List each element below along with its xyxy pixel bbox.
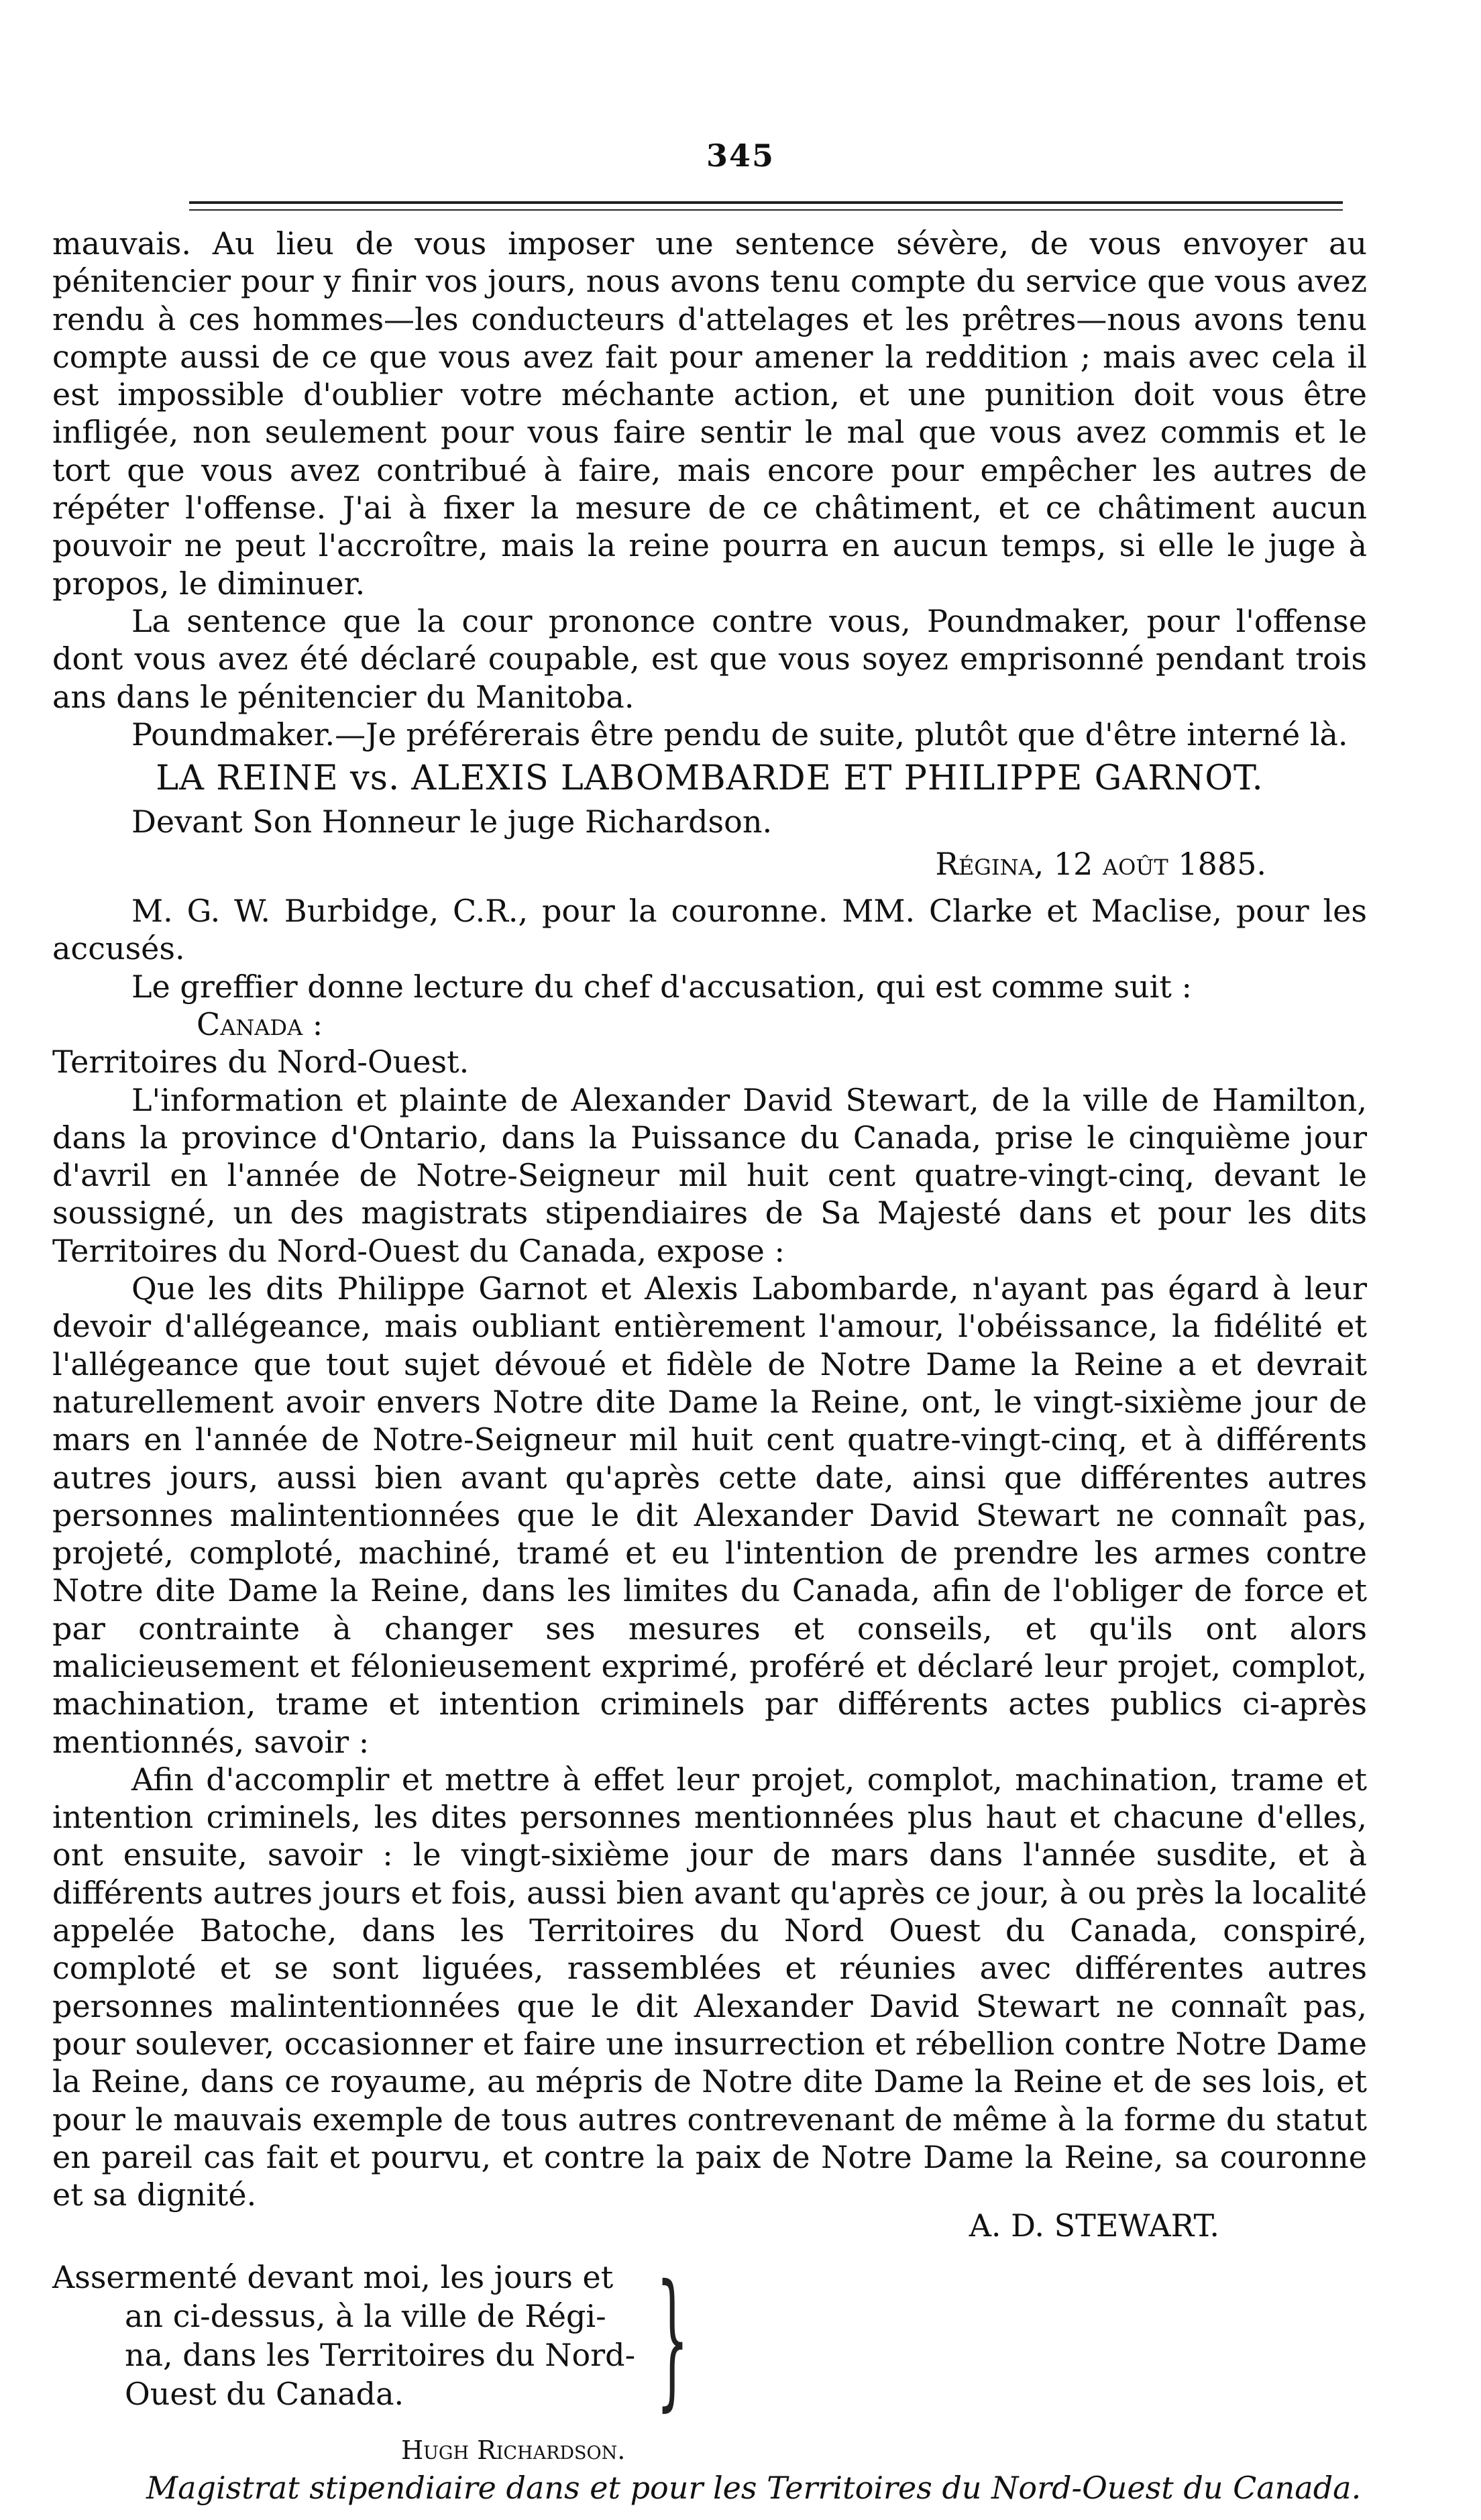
- magistrate-title: Magistrat stipendiaire dans et pour les Territoires du Nord-Ouest du Canada.: [146, 2470, 1362, 2507]
- place-date: Régina, 12 août 1885.: [935, 845, 1266, 882]
- body-text: [52, 225, 1367, 2507]
- brace-glyph: }: [656, 2252, 689, 2425]
- information-paragraph: L'information et plainte de Alexander David Stewart, de la ville de Hamilton, dans la province d'Ontario, dans la Puissance du Canada, prise le cinquième jour d'avril en l'année de Notre-Seigneur mil huit cent quatre-vingt-cinq, devant le soussigné, un des magistrats stipendiaires de Sa Majesté dans et pour les dits Territoires du Nord-Ouest du Canada, expose :: [52, 1081, 1367, 1269]
- sworn-line-2: [125, 2297, 606, 2335]
- judge-line: Devant Son Honneur le juge Richardson.: [131, 804, 773, 840]
- caption-canada: Canada :: [197, 1005, 323, 1042]
- sworn-line-1: Assermenté devant moi, les jours et: [52, 2258, 614, 2295]
- paragraph-sentence: La sentence que la cour prononce contre vous, Poundmaker, pour l'offense dont vous avez été déclaré coupable, est que vous soyez emprisonné pendant trois ans dans le pénitencier du Manitoba.: [52, 602, 1367, 715]
- paragraph-sentence-reasons: mauvais. Au lieu de vous imposer une sentence sévère, de vous envoyer au pénitencier pour y finir vos jours, nous avons tenu compte du service que vous avez rendu à ces hommes—les conducteurs d'attelages et les prêtres—nous avons tenu compte aussi de ce que vous avez fait pour amener la reddition ; mais avec cela il est impossible d'oublier votre méchante action, et une punition doit vous être infligée, non seulement pour vous faire sentir le mal que vous avez commis et le tort que vous avez contribué à faire, mais encore pour empêcher les autres de répéter l'offense. J'ai à fixer la mesure de ce châtiment, et ce châtiment aucun pouvoir ne peut l'accroître, mais la reine pourra en aucun temps, si elle le juge à propos, le diminuer.: [52, 225, 1367, 602]
- page-number: 345: [706, 138, 775, 174]
- sworn-line-4: Ouest du Canada.: [125, 2375, 404, 2412]
- sworn-line-2-prefix: an: [125, 2297, 164, 2334]
- magistrate-name: Hugh Richardson.: [401, 2435, 626, 2465]
- header-rule: [189, 201, 1343, 204]
- paragraph-poundmaker-reply: Poundmaker.—Je préférerais être pendu de suite, plutôt que d'être interné là.: [131, 716, 1348, 753]
- sworn-block: [52, 2252, 1367, 2425]
- caption-block: [52, 1005, 1367, 1081]
- header-rule-thin: [189, 209, 1343, 211]
- signature-stewart: A. D. STEWART.: [969, 2207, 1219, 2244]
- overt-acts-paragraph: Afin d'accomplir et mettre à effet leur projet, complot, machination, trame et intention criminels, les dites personnes mentionnées plus haut et chacune d'elles, ont ensuite, savoir : le vingt-sixième jour de mars dans l'année susdite, et à différents autres jours et fois, aussi bien avant qu'après ce jour, à ou près la localité appelée Batoche, dans les Territoires du Nord Ouest du Canada, conspiré, comploté et se sont liguées, rassemblées et réunies avec différentes autres personnes malintentionnées que le dit Alexander David Stewart ne connaît pas, pour soulever, occasionner et faire une insurrection et rébellion contre Notre Dame la Reine, dans ce royaume, au mépris de Notre dite Dame la Reine et de ses lois, et pour le mauvais exemple de tous autres contrevenant de même à la forme du statut en pareil cas fait et pourvu, et contre la paix de Notre Dame la Reine, sa couronne et sa dignité.: [52, 1761, 1367, 2213]
- case-title: LA REINE vs. ALEXIS LABOMBARDE ET PHILIPPE GARNOT.: [156, 759, 1264, 799]
- sworn-line-3: na, dans les Territoires du Nord-: [125, 2336, 636, 2373]
- counsel-line: M. G. W. Burbidge, C.R., pour la couronne. MM. Clarke et Maclise, pour les accusés.: [52, 893, 1367, 967]
- charge-paragraph: Que les dits Philippe Garnot et Alexis Labombarde, n'ayant pas égard à leur devoir d'allégeance, mais oubliant entièrement l'amour, l'obéissance, la fidélité et l'allégeance que tout sujet dévoué et fidèle de Notre Dame la Reine a et devrait naturellement avoir envers Notre dite Dame la Reine, ont, le vingt-sixième jour de mars en l'année de Notre-Seigneur mil huit cent quatre-vingt-cinq, et à différents autres jours, aussi bien avant qu'après cette date, ainsi que différentes autres personnes malintentionnées que le dit Alexander David Stewart ne connaît pas, projeté, comploté, machiné, tramé et eu l'intention de prendre les armes contre Notre dite Dame la Reine, dans les limites du Canada, afin de l'obliger de force et par contrainte à changer ses mesures et conseils, et qu'ils ont alors malicieusement et félonieusement exprimé, proféré et déclaré leur projet, complot, machination, trame et intention criminels par différents actes publics ci-après mentionnés, savoir :: [52, 1270, 1367, 1760]
- reading-line: Le greffier donne lecture du chef d'accusation, qui est comme suit :: [131, 968, 1193, 1005]
- caption-territories: Territoires du Nord-Ouest.: [52, 1044, 470, 1081]
- sworn-line-2-text: ci-dessus, à la ville de Régi-: [172, 2297, 606, 2334]
